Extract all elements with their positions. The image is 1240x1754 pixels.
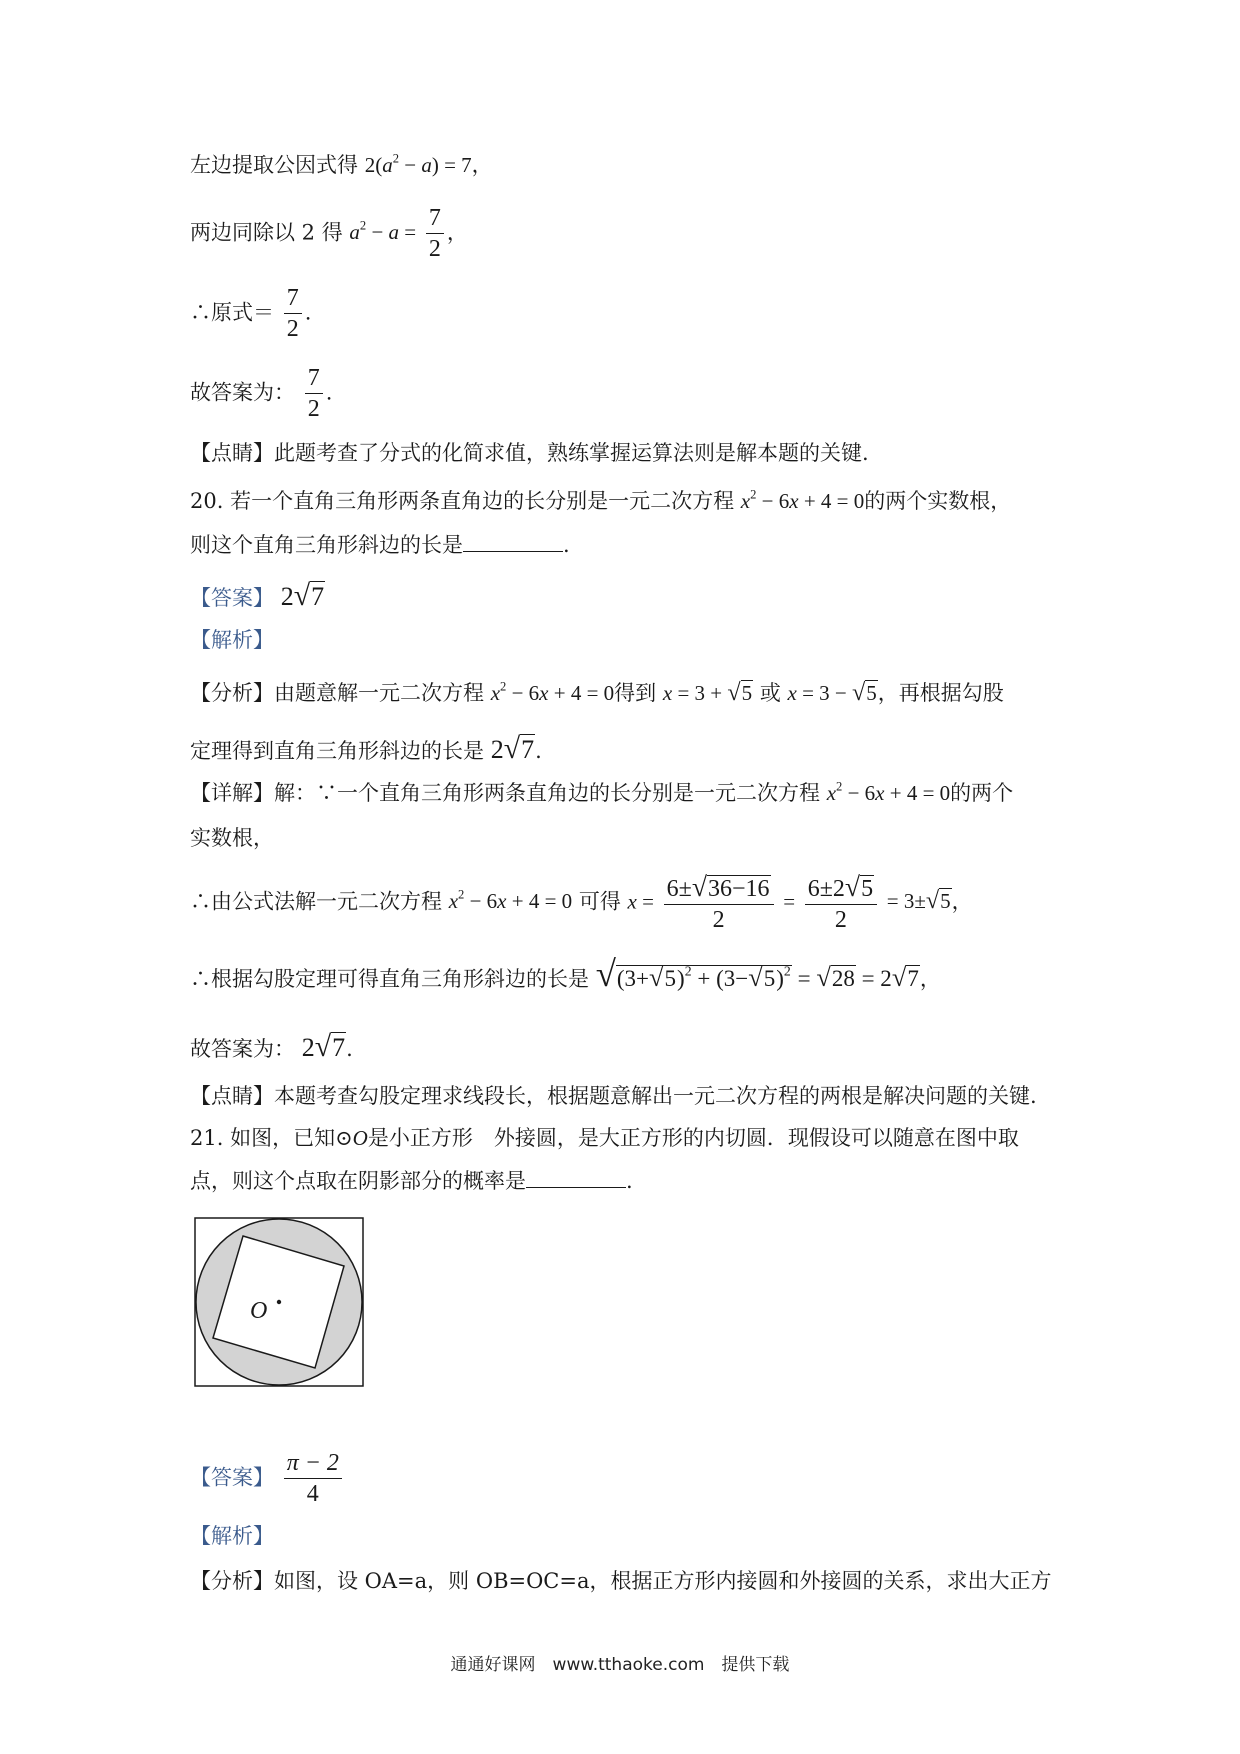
punct: ， — [446, 220, 468, 245]
math-expr: $x^2 - 6x + 4 = 0$ — [740, 487, 865, 513]
punct: . — [563, 533, 570, 557]
q21-figure — [194, 1217, 364, 1392]
tag-jiexi: 【解析】 — [190, 628, 274, 652]
text: ∴原式＝ — [190, 300, 274, 325]
math-expr: x = — [627, 889, 654, 914]
q21-jiexi — [190, 1523, 274, 1550]
text: 则这个直角三角形斜边的长是 — [190, 533, 463, 557]
center-point — [277, 1300, 281, 1304]
punct: ， — [951, 889, 973, 914]
punct: . — [626, 1169, 633, 1193]
punct: . — [535, 739, 542, 763]
q20-step2 — [190, 950, 941, 998]
math-expr: $a^2 - a$ = — [349, 218, 417, 245]
text: 左边提取公因式得 — [190, 153, 358, 177]
tag-xiangjie: 【详解】 — [190, 781, 274, 805]
text: 实数根， — [190, 826, 274, 850]
text: 本题考查勾股定理求线段长，根据题意解出一元二次方程的两根是解决问题的关键. — [274, 1084, 1037, 1108]
math-expr: $x^2 - 6x + 4 = 0$ — [490, 679, 615, 705]
text: 此题考查了分式的化简求值，熟练掌握运算法则是解本题的关键. — [274, 441, 869, 465]
q20-stem-1 — [190, 488, 1011, 515]
q21-stem-2 — [190, 1168, 633, 1195]
math-expr: 2√7 — [490, 732, 535, 765]
text: 21. 如图，已知⊙ — [190, 1126, 353, 1150]
math-expr: 2√7 — [301, 1030, 346, 1063]
punct: . — [325, 380, 333, 405]
line-result — [190, 285, 311, 343]
q20-final — [190, 1028, 353, 1067]
circle-square-figure — [194, 1217, 364, 1387]
fraction: $\frac{7}{2}$ — [426, 205, 444, 263]
text: ，再根据勾股 — [877, 681, 1004, 705]
text: 的两个 — [950, 781, 1014, 805]
tag-fenxi: 【分析】 — [190, 1569, 274, 1593]
text: 由题意解一元二次方程 — [274, 681, 484, 705]
q20-jiexi — [190, 627, 274, 654]
text: ∴根据勾股定理可得直角三角形斜边的长是 — [190, 967, 589, 991]
punct: . — [304, 300, 312, 325]
math-expr: $x^2 - 6x + 4 = 0$ — [448, 887, 573, 914]
answer-blank[interactable] — [526, 1186, 626, 1188]
q21-answer — [190, 1450, 345, 1508]
text: 可得 — [578, 889, 621, 914]
line-dianjing — [190, 440, 869, 467]
line-answer — [190, 365, 332, 423]
q20-fenxi-2 — [190, 730, 542, 769]
q20-stem-2 — [190, 532, 570, 559]
math-expr: = 3±√5 — [886, 887, 951, 915]
text: 20. 若一个直角三角形两条直角边的长分别是一元二次方程 — [190, 489, 735, 513]
answer-blank[interactable] — [463, 550, 563, 552]
text: 如图，设 OA=a，则 OB=OC=a，根据正方形内接圆和外接圆的关系，求出大正方 — [274, 1569, 1052, 1593]
tag-dianjing: 【点睛】 — [190, 441, 274, 465]
q21-stem-1 — [190, 1125, 1019, 1152]
text: 故答案为： — [190, 380, 295, 405]
fraction: $\frac{6\pm√36-16}{2}$ — [664, 872, 774, 934]
text: ∴由公式法解一元二次方程 — [190, 889, 442, 914]
text: 定理得到直角三角形斜边的长是 — [190, 739, 484, 763]
text: 两边同除以 2 得 — [190, 220, 343, 245]
math-expr: 2√7 — [280, 579, 325, 612]
q20-answer — [190, 577, 325, 616]
tag-fenxi: 【分析】 — [190, 681, 274, 705]
fraction: $\frac{7}{2}$ — [305, 365, 323, 423]
tag-jiexi: 【解析】 — [190, 1524, 274, 1548]
q20-xiangjie-2 — [190, 825, 274, 852]
punct: ， — [919, 967, 941, 991]
text: 点，则这个点取在阴影部分的概率是 — [190, 1169, 526, 1193]
math-expr: $x^2 - 6x + 4 = 0$ — [826, 779, 951, 805]
q20-step1: ∴由公式法解一元二次方程 $x^2 - 6x + 4 = 0$ 可得 x = $\frac{6\pm√36-16}{2}$ = $\frac{6\pm 2√5}{2}$ = 3±√5， — [190, 871, 973, 934]
math-expr: x = 3 + √5 — [662, 679, 753, 706]
fraction: $\frac{7}{2}$ — [284, 285, 302, 343]
math-var: O — [352, 1126, 368, 1150]
text: 的两个实数根， — [864, 489, 1012, 513]
text: 得到 — [614, 681, 657, 705]
tag-answer: 【答案】 — [190, 586, 274, 610]
text: 解：∵一个直角三角形两条直角边的长分别是一元二次方程 — [274, 781, 820, 805]
math-expr: $2(a^2 - a) = 7$ — [364, 151, 472, 177]
text: 是小正方形 外接圆，是大正方形的内切圆．现假设可以随意在图中取 — [367, 1126, 1019, 1150]
q20-xiangjie-1 — [190, 780, 1013, 807]
punct: ， — [471, 153, 493, 177]
q21-fenxi — [190, 1568, 1052, 1595]
punct: . — [346, 1037, 353, 1061]
text: 故答案为： — [190, 1037, 295, 1061]
q20-dianjing — [190, 1083, 1037, 1110]
line-factor — [190, 152, 493, 179]
label-o: O — [250, 1298, 268, 1324]
tag-answer: 【答案】 — [190, 1465, 274, 1490]
math-expr: x = 3 − √5 — [787, 679, 877, 706]
fraction: $\frac{6\pm 2√5}{2}$ — [805, 872, 877, 934]
text: 或 — [759, 681, 781, 705]
math-expr: $√(3+√5)^2 + (3-√5)^2 = √28 = 2√7$ — [595, 953, 919, 994]
tag-dianjing: 【点睛】 — [190, 1084, 274, 1108]
fraction: $\frac{\pi - 2}{4}$ — [284, 1450, 342, 1508]
page-footer: 通通好课网 www.tthaoke.com 提供下载 — [450, 1655, 790, 1675]
line-divide — [190, 205, 468, 263]
q20-fenxi-1 — [190, 677, 1004, 708]
